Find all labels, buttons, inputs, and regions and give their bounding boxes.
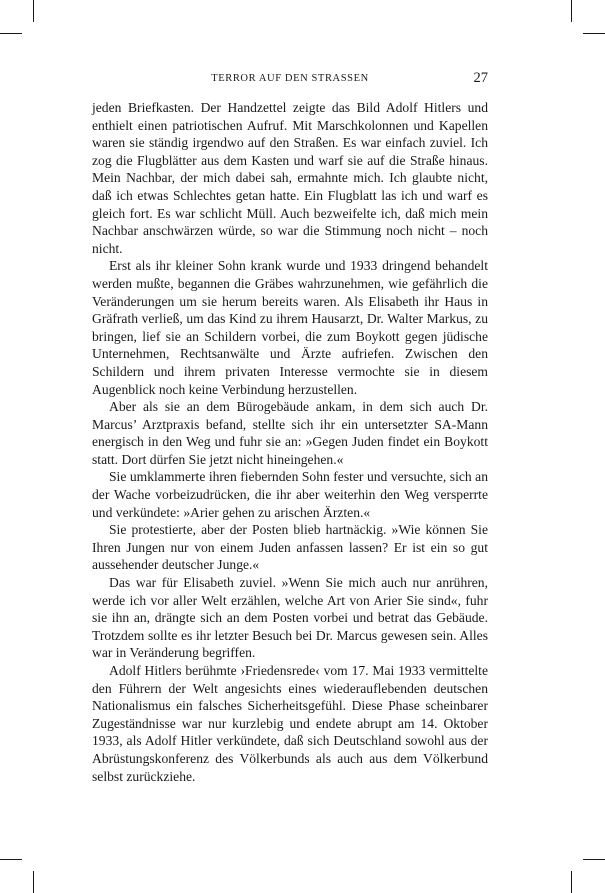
paragraph: Sie protestierte, aber der Posten blieb hartnäckig. »Wie können Sie Ihren Jungen nur von einem Juden anfassen lassen? Er ist ein so gut aussehender deutscher Junge.« [92,522,488,573]
paragraph: Aber als sie an dem Bürogebäude ankam, in dem sich auch Dr. Marcus’ Arztpraxis befand, stellte sich ihr ein untersetzter SA-Mann energisch in den Weg und fuhr sie an: »Gegen Juden findet ein Boykott statt. Dort dürfen Sie jetzt nicht hineingehen.« [92,399,488,467]
body-text [92,99,488,785]
crop-mark-top-right [571,0,572,22]
paragraph: Das war für Elisabeth zuviel. »Wenn Sie mich auch nur anrühren, werde ich vor aller Welt erzählen, welche Art von Arier Sie sind«, fuhr sie ihn an, drängte sich an dem Posten vorbei und betrat das Gebäude. Trotzdem sollte es ihr letzter Besuch bei Dr. Marcus gewesen sein. Alles war in Veränderung begriffen. [92,575,488,661]
paragraph: Erst als ihr kleiner Sohn krank wurde und 1933 dringend behandelt werden mußte, begannen die Gräbes wahrzunehmen, wie gefährlich die Veränderungen um sie herum bereits waren. Als Elisabeth ihr Haus in Gräfrath verließ, um das Kind zu ihrem Hausarzt, Dr. Walter Markus, zu bringen, lief sie an Schildern vorbei, die zum Boykott gegen jüdische Unternehmen, Rechtsanwälte und Ärzte aufriefen. Zwischen den Schildern und ihrem privaten Interesse vermochte sie in diesem Augenblick noch keine Verbindung herzustellen. [92,258,488,397]
crop-mark-right-bottom [583,859,605,860]
paragraph: Sie umklammerte ihren fiebernden Sohn fester und versuchte, sich an der Wache vorbeizudrücken, die ihr aber weiterhin den Weg versperrte und verkündete: »Arier gehen zu arischen Ärzten.« [92,469,488,520]
paragraph: jeden Briefkasten. Der Handzettel zeigte das Bild Adolf Hitlers und enthielt einen patriotischen Aufruf. Mit Marschkolonnen und Kapellen waren sie ständig irgendwo auf den Straßen. Es war einfach zuviel. Ich zog die Flugblätter aus dem Kasten und warf sie auf die Straße hinaus. Mein Nachbar, der mich dabei sah, ermahnte mich. Ich glaubte nicht, daß ich etwas Schlechtes getan hatte. Ein Flugblatt las ich und warf es gleich fort. Es war schlicht Müll. Auch bezweifelte ich, daß mich mein Nachbar anschwärzen würde, so war die Stimmung noch nicht – noch nicht. [92,100,488,256]
crop-mark-left-bottom [0,859,22,860]
running-title: TERROR AUF DEN STRASSEN [211,73,369,84]
crop-mark-right-top [583,33,605,34]
crop-mark-bottom-left [33,871,34,893]
crop-mark-bottom-right [571,871,572,893]
paragraph: Adolf Hitlers berühmte ›Friedensrede‹ vom 17. Mai 1933 vermittelte den Führern der Welt angesichts eines wiederauflebenden deutschen Nationalismus ein falsches Sicherheitsgefühl. Diese Phase scheinbarer Zugeständnisse war nur kurzlebig und endete abrupt am 14. Oktober 1933, als Adolf Hitler verkündete, daß sich Deutschland sowohl aus der Abrüstungskonferenz des Völkerbunds als auch aus dem Völkerbund selbst zurückziehe. [92,663,488,784]
crop-mark-left-top [0,33,22,34]
page-header [92,70,488,90]
page-number: 27 [473,70,488,86]
crop-mark-top-left [33,0,34,22]
